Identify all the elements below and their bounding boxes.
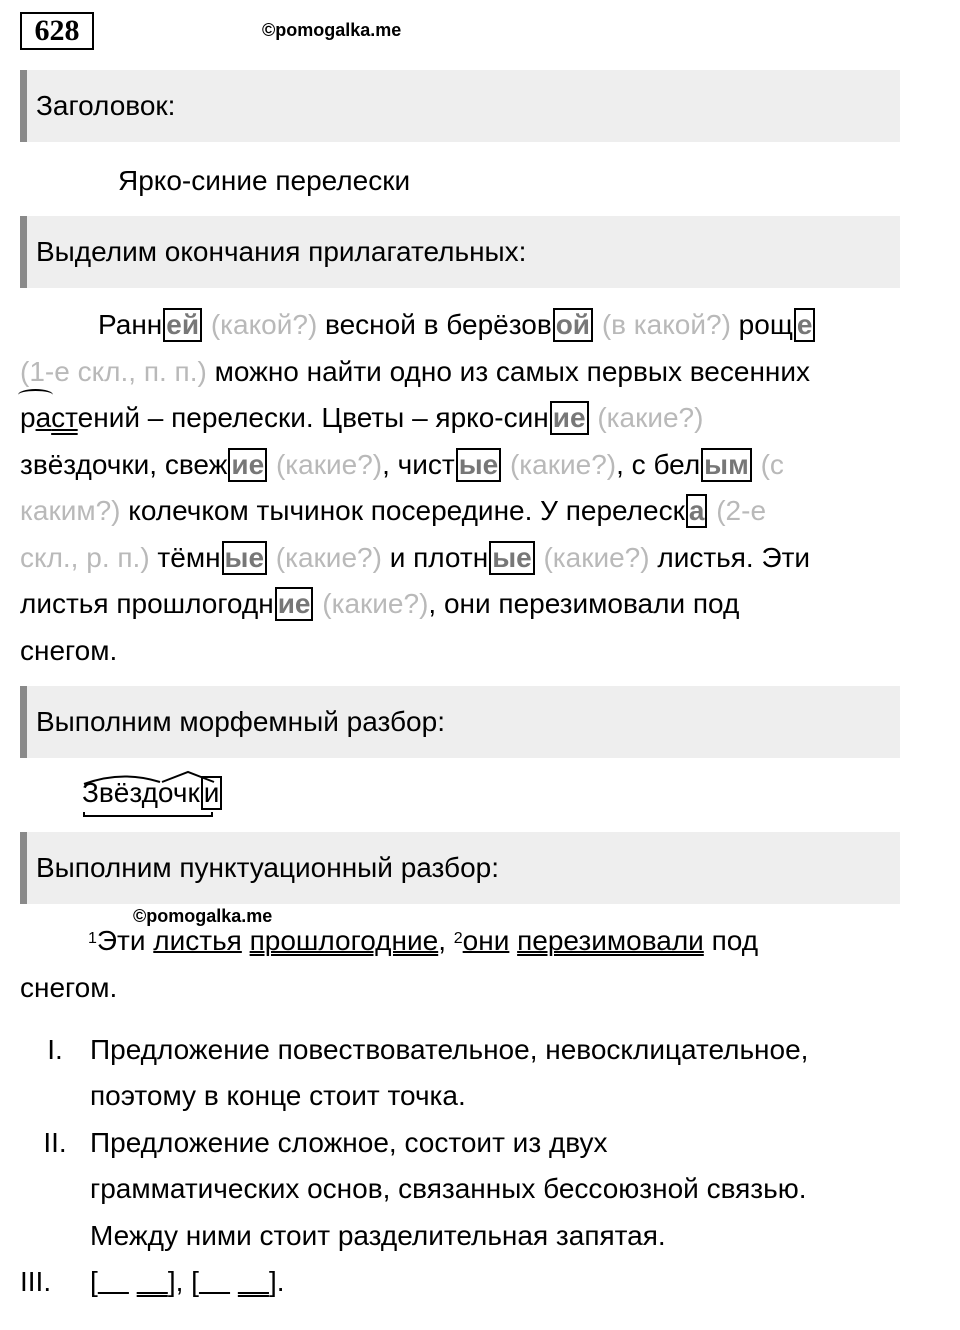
item-2-line-2: грамматических основ, связанных бессоюзной связью. — [90, 1173, 807, 1204]
endings-header — [20, 216, 900, 288]
roman-1: I. — [47, 1034, 63, 1065]
punct-header — [20, 832, 900, 904]
endings-header-label: Выделим окончания прилагательных: — [36, 236, 527, 267]
title-header-label: Заголовок: — [36, 90, 176, 121]
task-number: 628 — [20, 12, 94, 50]
endings-paragraph — [20, 302, 930, 674]
item-1-line-1: Предложение повествовательное, невосклицательное, — [90, 1034, 809, 1065]
morph-word: Звёздочк и — [82, 776, 223, 810]
item-2-line-3: Между ними стоит разделительная запятая. — [90, 1220, 666, 1251]
punct-line-1: $^1$Эти листья прошлогодние, $^2$они перезимовали под — [88, 925, 759, 956]
title-header — [20, 70, 900, 142]
analysis-item-2 — [20, 1120, 608, 1167]
para-line-1: Ранн ей (какой?) весной в берёзов ой (в какой?) рощ е — [20, 302, 930, 349]
roman-3: III. — [20, 1266, 52, 1297]
morph-header — [20, 686, 900, 758]
para-line-5: каким?) колечком тычинок посередине. У перелеск а (2-е — [20, 495, 767, 526]
para-line-7: листья прошлогодн ие (какие?), они перезимовали под — [20, 588, 740, 619]
para-line-2: (1-е скл., п. п.) можно найти одно из самых первых весенних — [20, 355, 811, 387]
analysis-item-1 — [20, 1027, 808, 1074]
watermark: ©pomogalka.me — [262, 20, 402, 40]
title-text: Ярко-синие перелески — [118, 165, 411, 196]
morph-header-label: Выполним морфемный разбор: — [36, 706, 445, 737]
para-line-8: снегом. — [20, 634, 118, 666]
sentence-scheme: [ ], [ ]. — [90, 1266, 285, 1297]
punct-sentence — [20, 918, 930, 1011]
para-line-4: звёздочки, свеж ие (какие?), чист ые (какие?), с бел ым (с — [20, 448, 784, 480]
item-2-line-1: Предложение сложное, состоит из двух — [90, 1127, 608, 1158]
punct-header-label: Выполним пунктуационный разбор: — [36, 852, 500, 883]
punct-line-2: снегом. — [20, 971, 118, 1003]
para-line-6: скл., р. п.) тёмн ые (какие?) и плотн ые (какие?) листья. Эти — [20, 541, 811, 573]
watermark-2: ©pomogalka.me — [133, 906, 273, 926]
roman-2: II. — [43, 1127, 67, 1158]
item-1-line-2: поэтому в конце стоит точка. — [90, 1080, 466, 1111]
analysis-item-3 — [20, 1259, 285, 1306]
para-line-3: растений – перелески. Цветы – ярко-син ие (какие?) — [20, 395, 930, 442]
